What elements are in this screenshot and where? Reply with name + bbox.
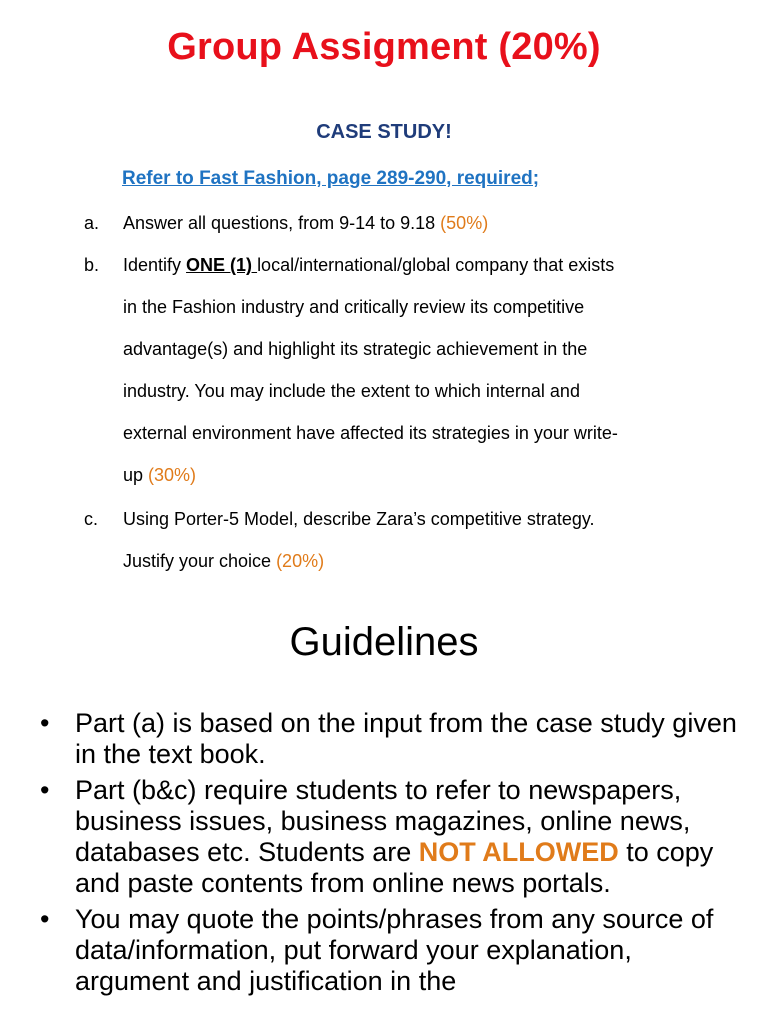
item-line: Justify your choice (20%) xyxy=(123,551,325,571)
percent-label: (30%) xyxy=(148,465,197,485)
guideline-bullet: • Part (b&c) require students to refer to newspapers, business issues, business magazines, online news, databases etc. Students are NOT ALLOWED to copy and paste contents from online news portals. xyxy=(40,775,714,898)
item-line: external environment have affected its strategies in your write- xyxy=(123,423,618,443)
case-study-heading: CASE STUDY! xyxy=(316,121,452,143)
item-line: up (30%) xyxy=(123,465,197,485)
item-letter: c. xyxy=(84,509,99,529)
percent-label: (50%) xyxy=(440,213,489,233)
question-item-c xyxy=(0,498,768,582)
item-text xyxy=(123,498,743,582)
guidelines-heading: Guidelines xyxy=(289,620,479,664)
percent-label: (20%) xyxy=(276,551,325,571)
item-line: industry. You may include the extent to which internal and xyxy=(123,381,580,401)
page-title: Group Assigment (20%) xyxy=(167,26,601,68)
not-allowed-emphasis: NOT ALLOWED xyxy=(418,837,619,867)
bullet-icon: • xyxy=(40,904,50,934)
item-line: Using Porter-5 Model, describe Zara’s competitive strategy. xyxy=(123,509,595,529)
item-line: in the Fashion industry and critically review its competitive xyxy=(123,297,585,317)
item-text xyxy=(123,244,743,496)
item-line: Identify ONE (1) local/international/global company that exists xyxy=(123,255,615,275)
item-letter: a. xyxy=(84,213,100,233)
refer-instruction-link: Refer to Fast Fashion, page 289-290, required; xyxy=(122,168,540,189)
item-text: Answer all questions, from 9-14 to 9.18 (50%) xyxy=(123,213,489,233)
question-item-b xyxy=(0,244,768,496)
emphasis-one: ONE (1) xyxy=(186,255,258,275)
guideline-bullet: • Part (a) is based on the input from the case study given in the text book. xyxy=(40,708,737,769)
bullet-icon: • xyxy=(40,775,50,805)
question-item-a xyxy=(0,202,768,244)
guidelines-list xyxy=(40,708,740,1002)
item-line: advantage(s) and highlight its strategic achievement in the xyxy=(123,339,588,359)
bullet-icon: • xyxy=(40,708,50,738)
guideline-bullet: • You may quote the points/phrases from any source of data/information, put forward your explanation, argument and justification in the xyxy=(40,904,714,996)
item-letter: b. xyxy=(84,255,100,275)
